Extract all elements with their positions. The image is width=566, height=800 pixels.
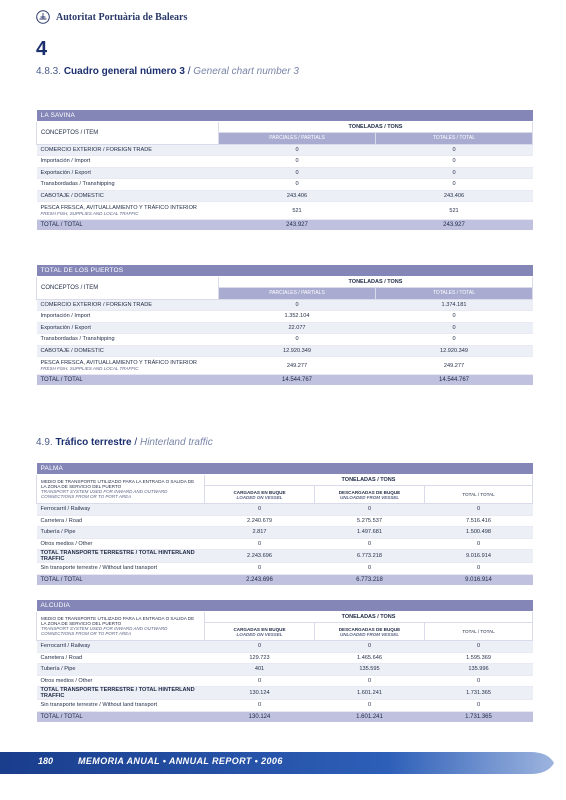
table-row: [37, 538, 533, 550]
table-row: [37, 357, 533, 375]
cell-value: 1.497.681: [315, 527, 425, 539]
total-value: 243.927: [219, 220, 376, 231]
row-label: [37, 322, 219, 334]
table-row: [37, 641, 533, 653]
row-label: [37, 641, 205, 653]
cell-value: 0: [315, 675, 425, 687]
row-label: [37, 527, 205, 539]
table-row: [37, 334, 533, 346]
col-header-text: DESCARGADAS DE BUQUE: [338, 489, 401, 495]
table-row: [37, 527, 533, 539]
table-palma: [36, 463, 533, 586]
row-label-text: Sin transporte terrestre / Without land transport: [40, 565, 158, 572]
cell-value: 1.352.104: [219, 311, 376, 323]
concept-header-sub: TRANSPORT SYSTEM USED FOR INWARD AND OUTWARD CONNECTIONS FROM OR TO PORT AREA: [41, 488, 168, 499]
cell-value: 6.773.218: [315, 550, 425, 563]
table-rows: [37, 504, 533, 575]
cell-value: 1.374.181: [376, 299, 533, 311]
row-label-text: Tubería / Pipe: [40, 666, 76, 673]
col-header-loaded: [205, 623, 315, 641]
concept-header: [37, 611, 205, 641]
cell-value: 130.124: [205, 687, 315, 700]
cell-value: 0: [205, 504, 315, 516]
total-value: 1.731.365: [425, 711, 533, 722]
table-row: [37, 515, 533, 527]
concept-header: [37, 474, 205, 504]
row-label-text: Ferrocarril / Railway: [40, 506, 91, 513]
table-row: [37, 550, 533, 563]
row-label-text: Otros medios / Other: [40, 540, 93, 547]
row-label: [37, 687, 205, 700]
cell-value: 243.406: [376, 190, 533, 202]
table-rows: [37, 641, 533, 712]
org-name: Autoritat Portuària de Balears: [56, 11, 188, 23]
cell-value: 0: [205, 538, 315, 550]
cell-value: 135.595: [315, 664, 425, 676]
row-label: [37, 190, 219, 202]
row-label-text: Tubería / Pipe: [40, 529, 76, 536]
row-label-text: PESCA FRESCA, AVITUALLAMIENTO Y TRÁFICO INTERIOR: [40, 205, 197, 211]
col-header-partials: PARCIALES / PARTIALS: [219, 133, 376, 145]
cell-value: 22.077: [219, 322, 376, 334]
col-header-sub: LOADED ON VESSEL: [236, 631, 283, 637]
page-number: 180: [38, 756, 54, 766]
total-value: 130.124: [205, 711, 315, 722]
row-label: [37, 700, 205, 712]
table-band-title: TOTAL DE LOS PUERTOS: [37, 265, 533, 276]
total-value: 6.773.218: [315, 574, 425, 585]
table-row: [37, 179, 533, 191]
col-header-sub: LOADED ON VESSEL: [236, 494, 283, 500]
tons-header: TONELADAS / TONS: [205, 611, 533, 623]
table-rows: [37, 144, 533, 220]
cell-value: 0: [205, 675, 315, 687]
row-label-sub: FRESH FISH, SUPPLIES AND LOCAL TRAFFIC: [40, 366, 139, 371]
total-label: TOTAL / TOTAL: [37, 711, 205, 722]
table-row: [37, 675, 533, 687]
row-label: [37, 504, 205, 516]
cell-value: 7.516.416: [425, 515, 533, 527]
cell-value: 0: [376, 334, 533, 346]
table-row: [37, 322, 533, 334]
table-row: [37, 167, 533, 179]
cell-value: 0: [219, 156, 376, 168]
row-label: [37, 664, 205, 676]
row-label-text: COMERCIO EXTERIOR / FOREIGN TRADE: [40, 146, 152, 153]
row-label-text: Ferrocarril / Railway: [40, 643, 91, 650]
title-sep: /: [184, 66, 194, 77]
concept-header: CONCEPTOS / ITEM: [37, 276, 219, 299]
footer-title: MEMORIA ANUAL • ANNUAL REPORT • 2006: [78, 756, 283, 766]
tons-header: TONELADAS / TONS: [219, 121, 533, 133]
row-label-text: Exportación / Export: [40, 324, 91, 331]
table-row: [37, 345, 533, 357]
row-label: [37, 311, 219, 323]
title-number: 4.8.3.: [36, 66, 62, 77]
cell-value: 0: [425, 641, 533, 653]
cell-value: 249.277: [376, 357, 533, 375]
table-row: [37, 652, 533, 664]
col-header-text: CARGADAS EN BUQUE: [233, 489, 286, 495]
table-band-title: PALMA: [37, 463, 533, 474]
table-row: [37, 687, 533, 700]
cell-value: 0: [376, 167, 533, 179]
row-label-text: Importación / Import: [40, 313, 91, 320]
table-band-title: LA SAVINA: [37, 110, 533, 121]
cell-value: 521: [376, 202, 533, 220]
title-main: Cuadro general número 3: [63, 66, 185, 77]
cell-value: 0: [315, 563, 425, 575]
row-label-text: TOTAL TRANSPORTE TERRESTRE / TOTAL HINTERLAND TRAFFIC: [40, 550, 195, 562]
table-row: [37, 700, 533, 712]
total-value: 14.544.767: [219, 375, 376, 386]
row-label: [37, 202, 219, 220]
table-row: [37, 156, 533, 168]
total-value: 243.927: [376, 220, 533, 231]
table-la-savina: [36, 110, 533, 231]
total-value: 2.243.696: [205, 574, 315, 585]
cell-value: 0: [219, 299, 376, 311]
cell-value: 0: [205, 641, 315, 653]
cell-value: 0: [315, 504, 425, 516]
cell-value: 9.016.914: [425, 550, 533, 563]
row-label: [37, 167, 219, 179]
table-row: [37, 504, 533, 516]
cell-value: 5.275.537: [315, 515, 425, 527]
section-number: 4: [36, 38, 48, 60]
total-label: TOTAL / TOTAL: [37, 220, 219, 231]
cell-value: 0: [219, 144, 376, 156]
total-value: 9.016.914: [425, 574, 533, 585]
row-label-text: CABOTAJE / DOMESTIC: [40, 347, 104, 354]
cell-value: 12.920.349: [376, 345, 533, 357]
row-label-text: COMERCIO EXTERIOR / FOREIGN TRADE: [40, 301, 152, 308]
row-label: [37, 563, 205, 575]
cell-value: 0: [205, 700, 315, 712]
table-band-title: ALCUDIA: [37, 600, 533, 611]
table-row: [37, 311, 533, 323]
total-label: TOTAL / TOTAL: [37, 574, 205, 585]
cell-value: 0: [376, 156, 533, 168]
title-main: Tráfico terrestre: [55, 437, 132, 448]
cell-value: 2.240.679: [205, 515, 315, 527]
col-header-text: CARGADAS EN BUQUE: [233, 626, 286, 632]
row-label-text: PESCA FRESCA, AVITUALLAMIENTO Y TRÁFICO INTERIOR: [40, 360, 197, 366]
row-label-text: Carretera / Road: [40, 517, 83, 524]
col-header-unloaded: [315, 486, 425, 504]
cell-value: 1.731.365: [425, 687, 533, 700]
col-header-partials: PARCIALES / PARTIALS: [219, 288, 376, 300]
col-header-text: DESCARGADAS DE BUQUE: [338, 626, 401, 632]
col-header-unloaded: [315, 623, 425, 641]
concept-header-sub: TRANSPORT SYSTEM USED FOR INWARD AND OUTWARD CONNECTIONS FROM OR TO PORT AREA: [41, 625, 168, 636]
row-label-text: CABOTAJE / DOMESTIC: [40, 192, 104, 199]
row-label: [37, 357, 219, 375]
row-label-text: Transbordadas / Transhipping: [40, 181, 115, 188]
row-label-text: Importación / Import: [40, 158, 91, 165]
row-label-text: Transbordadas / Transhipping: [40, 336, 115, 343]
tons-header: TONELADAS / TONS: [205, 474, 533, 486]
title-sep: /: [131, 437, 140, 448]
col-header-totals: TOTALES / TOTAL: [376, 133, 533, 145]
row-label: [37, 345, 219, 357]
total-value: 14.544.767: [376, 375, 533, 386]
row-label-text: Exportación / Export: [40, 169, 91, 176]
tons-header: TONELADAS / TONS: [219, 276, 533, 288]
table-row: [37, 563, 533, 575]
table-rows: [37, 299, 533, 375]
cell-value: 0: [376, 311, 533, 323]
row-label-sub: FRESH FISH, SUPPLIES AND LOCAL TRAFFIC: [40, 211, 139, 216]
title-en: General chart number 3: [193, 66, 299, 77]
cell-value: 2.243.696: [205, 550, 315, 563]
cell-value: 1.465.646: [315, 652, 425, 664]
row-label-text: TOTAL TRANSPORTE TERRESTRE / TOTAL HINTERLAND TRAFFIC: [40, 687, 195, 699]
cell-value: 249.277: [219, 357, 376, 375]
title-en: Hinterland traffic: [139, 437, 213, 448]
cell-value: 0: [425, 563, 533, 575]
cell-value: 0: [376, 144, 533, 156]
cell-value: 0: [219, 334, 376, 346]
cell-value: 0: [376, 179, 533, 191]
row-label-text: Otros medios / Other: [40, 677, 93, 684]
col-header-sub: UNLOADED FROM VESSEL: [339, 631, 399, 637]
cell-value: 0: [425, 538, 533, 550]
col-header-total: TOTAL / TOTAL: [425, 486, 533, 504]
row-label: [37, 550, 205, 563]
cell-value: 0: [315, 641, 425, 653]
row-label: [37, 515, 205, 527]
cell-value: 1.595.369: [425, 652, 533, 664]
cell-value: 1.500.498: [425, 527, 533, 539]
table-row: [37, 299, 533, 311]
table-total-ports: [36, 265, 533, 386]
page-footer: [0, 748, 566, 778]
cell-value: 521: [219, 202, 376, 220]
col-header-loaded: [205, 486, 315, 504]
row-label: [37, 156, 219, 168]
table-row: [37, 664, 533, 676]
cell-value: 129.723: [205, 652, 315, 664]
cell-value: 0: [315, 700, 425, 712]
cell-value: 0: [425, 700, 533, 712]
col-header-total: TOTAL / TOTAL: [425, 623, 533, 641]
concept-header-text: MEDIO DE TRANSPORTE UTILIZADO PARA LA ENTRADA O SALIDA DE LA ZONA DE SERVICIO DEL PUERTO: [41, 478, 195, 489]
table-row: [37, 190, 533, 202]
col-header-sub: UNLOADED FROM VESSEL: [339, 494, 399, 500]
cell-value: 1.601.241: [315, 687, 425, 700]
cell-value: 0: [219, 179, 376, 191]
row-label: [37, 675, 205, 687]
total-label: TOTAL / TOTAL: [37, 375, 219, 386]
port-authority-logo-icon: [36, 10, 50, 24]
concept-header-text: MEDIO DE TRANSPORTE UTILIZADO PARA LA ENTRADA O SALIDA DE LA ZONA DE SERVICIO DEL PUERTO: [41, 615, 195, 626]
cell-value: 12.920.349: [219, 345, 376, 357]
cell-value: 243.406: [219, 190, 376, 202]
row-label-text: Sin transporte terrestre / Without land transport: [40, 702, 158, 709]
row-label: [37, 652, 205, 664]
row-label: [37, 179, 219, 191]
title-hinterland: [36, 437, 213, 448]
concept-header: CONCEPTOS / ITEM: [37, 121, 219, 144]
page-header: [36, 10, 187, 24]
cell-value: 0: [425, 675, 533, 687]
cell-value: 135.996: [425, 664, 533, 676]
cell-value: 0: [219, 167, 376, 179]
title-general-chart: [36, 66, 299, 77]
cell-value: 401: [205, 664, 315, 676]
col-header-totals: TOTALES / TOTAL: [376, 288, 533, 300]
cell-value: 0: [376, 322, 533, 334]
row-label: [37, 144, 219, 156]
table-alcudia: [36, 600, 533, 723]
cell-value: 2.817: [205, 527, 315, 539]
row-label: [37, 334, 219, 346]
cell-value: 0: [315, 538, 425, 550]
row-label: [37, 299, 219, 311]
row-label-text: Carretera / Road: [40, 654, 83, 661]
table-row: [37, 202, 533, 220]
cell-value: 0: [425, 504, 533, 516]
table-row: [37, 144, 533, 156]
title-number: 4.9.: [36, 437, 53, 448]
row-label: [37, 538, 205, 550]
total-value: 1.601.241: [315, 711, 425, 722]
cell-value: 0: [205, 563, 315, 575]
